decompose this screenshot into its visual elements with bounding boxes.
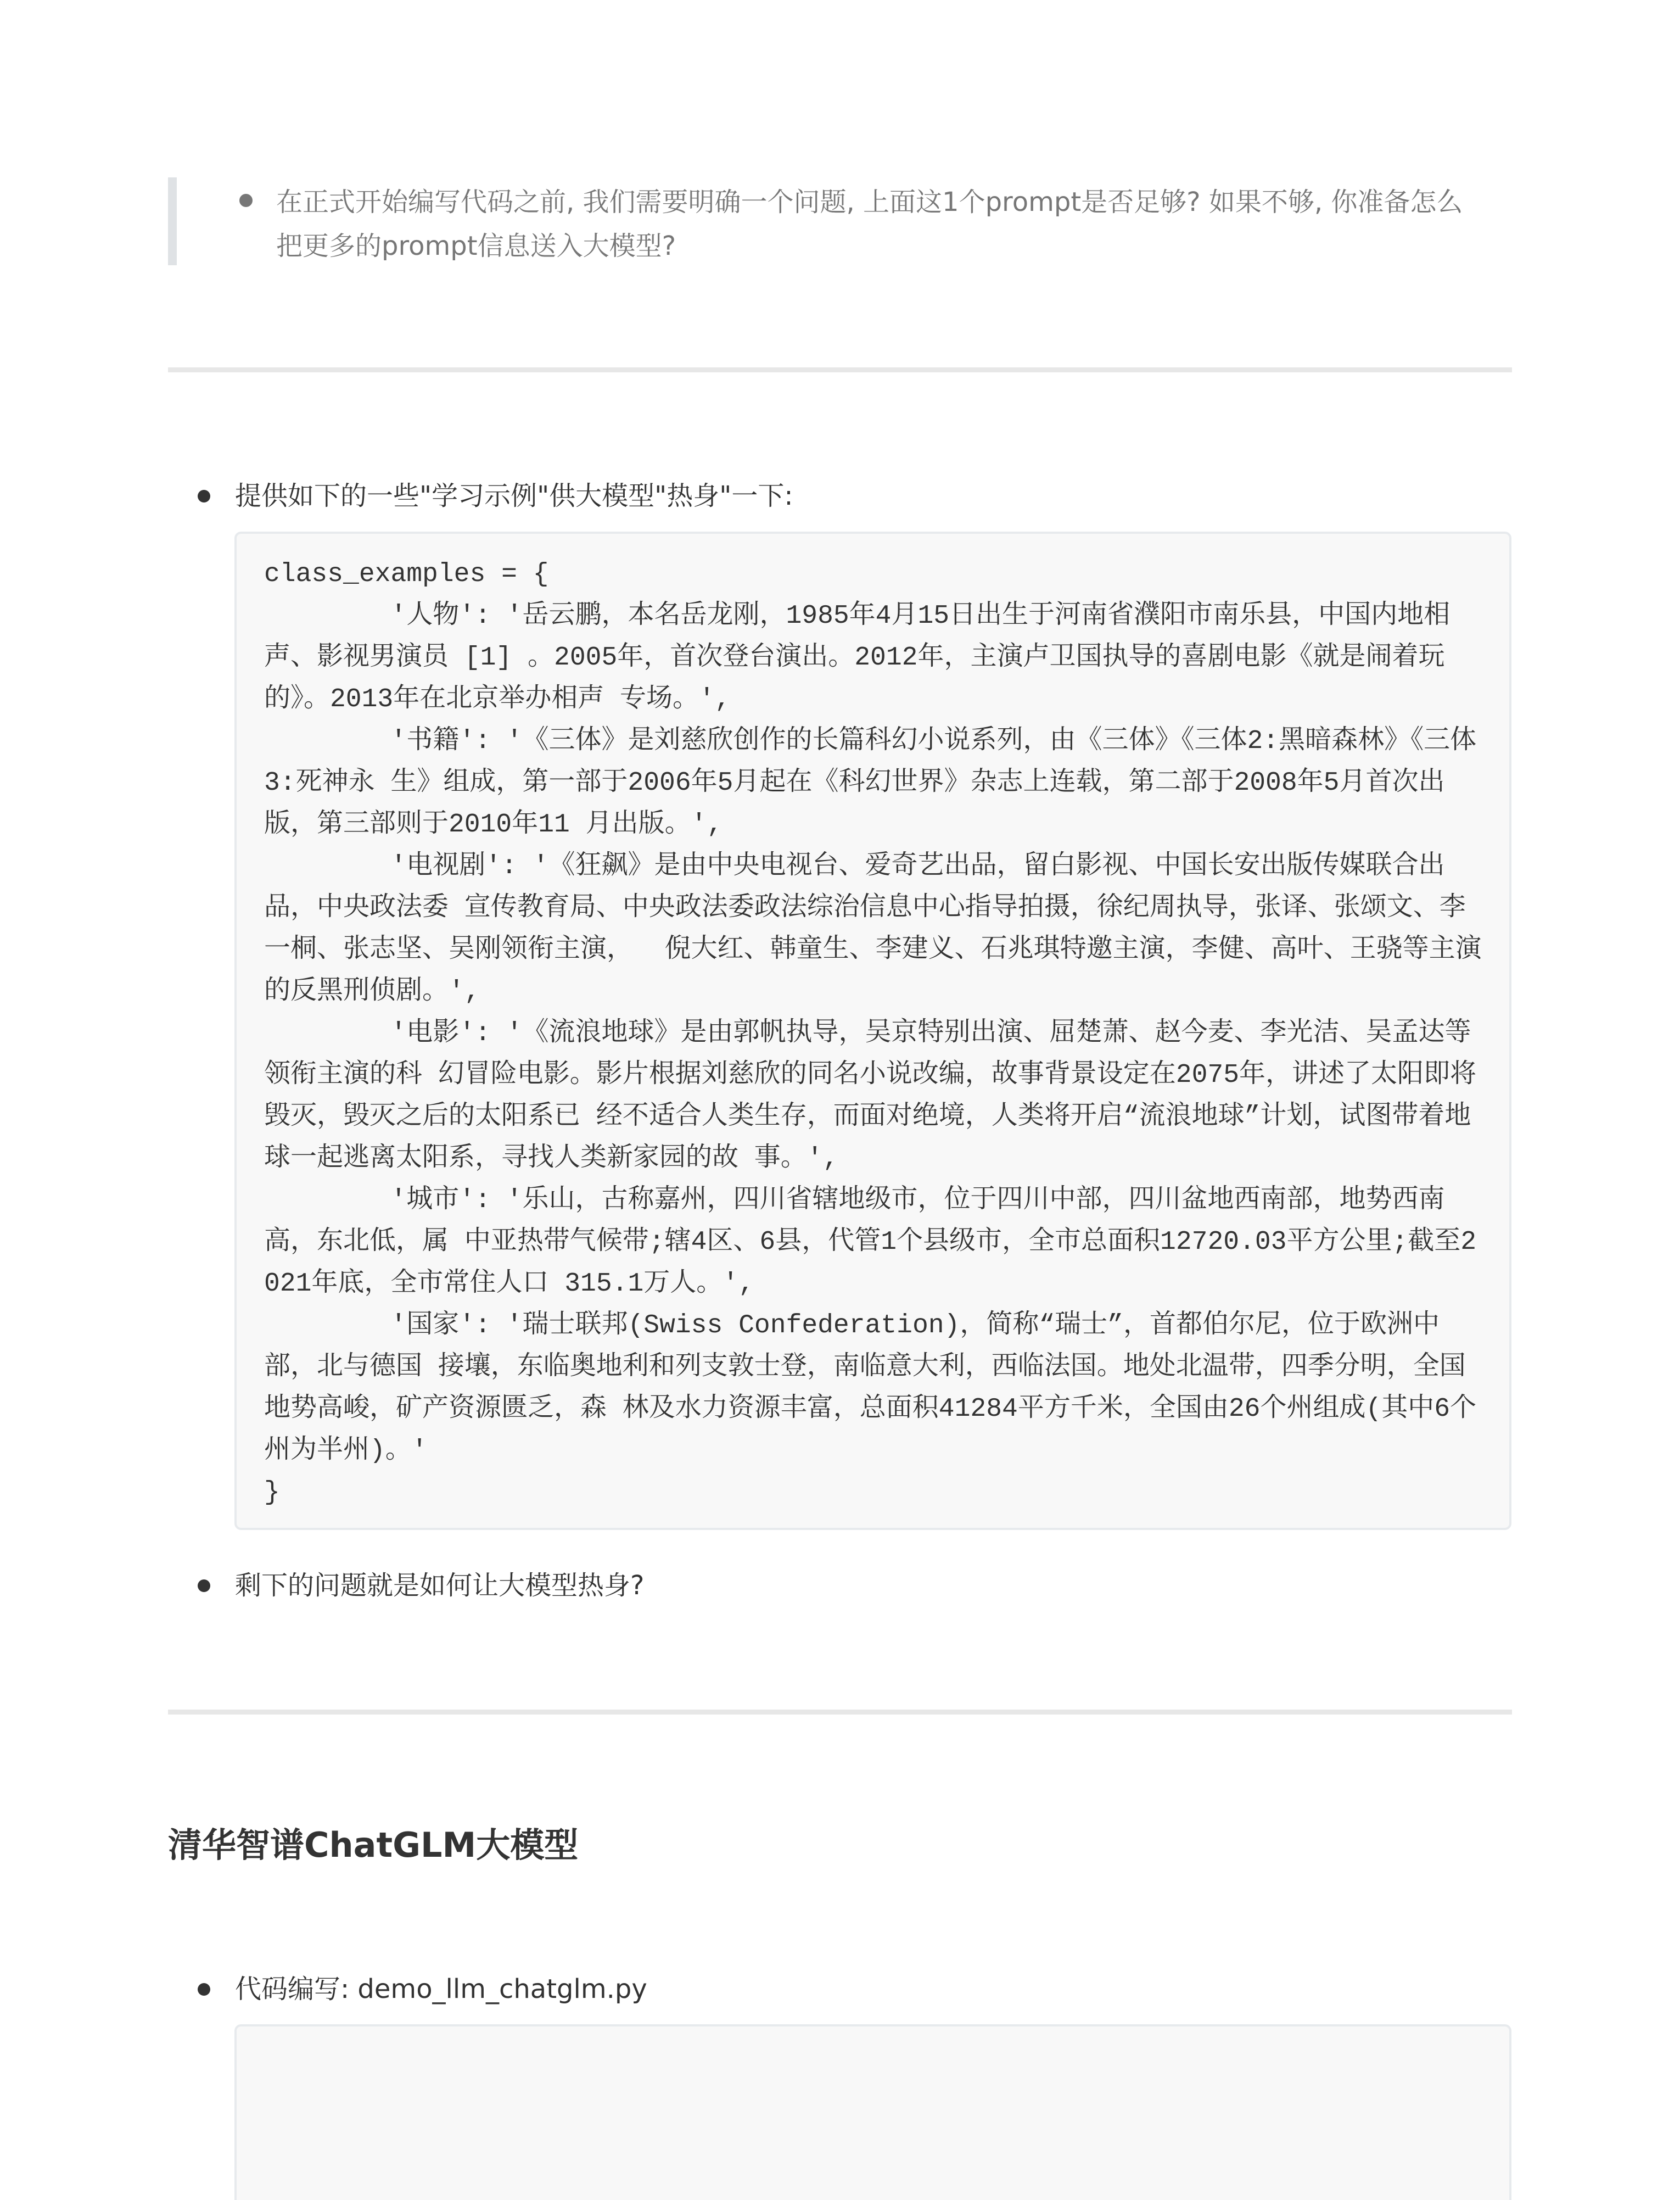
horizontal-divider — [168, 1710, 1512, 1715]
code-line: } — [264, 1478, 280, 1507]
horizontal-divider — [168, 367, 1512, 372]
list-item-text: 剩下的问题就是如何让大模型热身? — [235, 1570, 645, 1601]
code-line: '城市': '乐山，古称嘉州，四川省辖地级市，位于四川中部，四川盆地西南部，地势西南高，东北低，属 中亚热带气候带;辖4区、6县，代管1个县级市，全市总面积12720.03平方公里;截至2021年底，全市常住人口 315.1万人。', — [264, 1186, 1477, 1299]
list-item-text: 代码编写: demo_llm_chatglm.py — [235, 1974, 647, 2004]
blockquote-bar — [168, 177, 177, 265]
code-line: class_examples = { — [264, 560, 549, 589]
list-item-text: 提供如下的一些"学习示例"供大模型"热身"一下: — [235, 481, 793, 511]
code-block-class-examples[interactable] — [234, 532, 1511, 1530]
blockquote-text: 在正式开始编写代码之前, 我们需要明确一个问题, 上面这1个prompt是否足够? 如果不够, 你准备怎么把更多的prompt信息送入大模型? — [276, 187, 1463, 261]
code-content — [237, 534, 1488, 1514]
code-line: '电影': '《流浪地球》是由郭帆执导，吴京特别出演、屈楚萧、赵今麦、李光洁、吴孟达等领衔主演的科 幻冒险电影。影片根据刘慈欣的同名小说改编，故事背景设定在2075年，讲述了太阳即将毁灭，毁灭之后的太阳系已 经不适合人类生存，而面对绝境，人类将开启“流浪地球”计划，试图带着地球一起逃离太阳系，寻找人类新家园的故 事。', — [264, 1019, 1477, 1174]
code-line: '书籍': '《三体》是刘慈欣创作的长篇科幻小说系列，由《三体》《三体2:黑暗森林》《三体3:死神永 生》组成，第一部于2006年5月起在《科幻世界》杂志上连载，第二部于2008年5月首次出版，第三部则于2010年11 月出版。', — [264, 727, 1477, 840]
code-line: '电视剧': '《狂飙》是由中央电视台、爱奇艺出品，留白影视、中国长安出版传媒联合出品，中央政法委 宣传教育局、中央政法委政法综治信息中心指导拍摄，徐纪周执导，张译、张颂文、李一桐、张志坚、吴刚领衔主演， 倪大红、韩童生、李建义、石兆琪特邀主演，李健、高叶、王骁等主演的反黑刑侦剧。', — [264, 852, 1482, 1007]
code-block-demo-llm-chatglm[interactable] — [234, 2024, 1511, 2200]
bullet-icon — [239, 194, 253, 207]
code-line: '国家': '瑞士联邦(Swiss Confederation)，简称“瑞士”，首都伯尔尼，位于欧洲中部，北与德国 接壤，东临奥地利和列支敦士登，南临意大利，西临法国。地处北温带，四季分明，全国地势高峻，矿产资源匮乏，森 林及水力资源丰富，总面积41284平方千米，全国由26个州组成(其中6个州为半州)。' — [264, 1311, 1477, 1466]
bullet-icon — [198, 1983, 210, 1996]
bullet-icon — [198, 490, 210, 502]
section-heading-chatglm: 清华智谱ChatGLM大模型 — [168, 1825, 579, 1865]
bullet-icon — [198, 1579, 210, 1592]
code-line: '人物': '岳云鹏，本名岳龙刚，1985年4月15日出生于河南省濮阳市南乐县，中国内地相声、影视男演员 [1] 。2005年，首次登台演出。2012年，主演卢卫国执导的喜剧电影《就是闹着玩的》。2013年在北京举办相声 专场。', — [264, 601, 1451, 714]
